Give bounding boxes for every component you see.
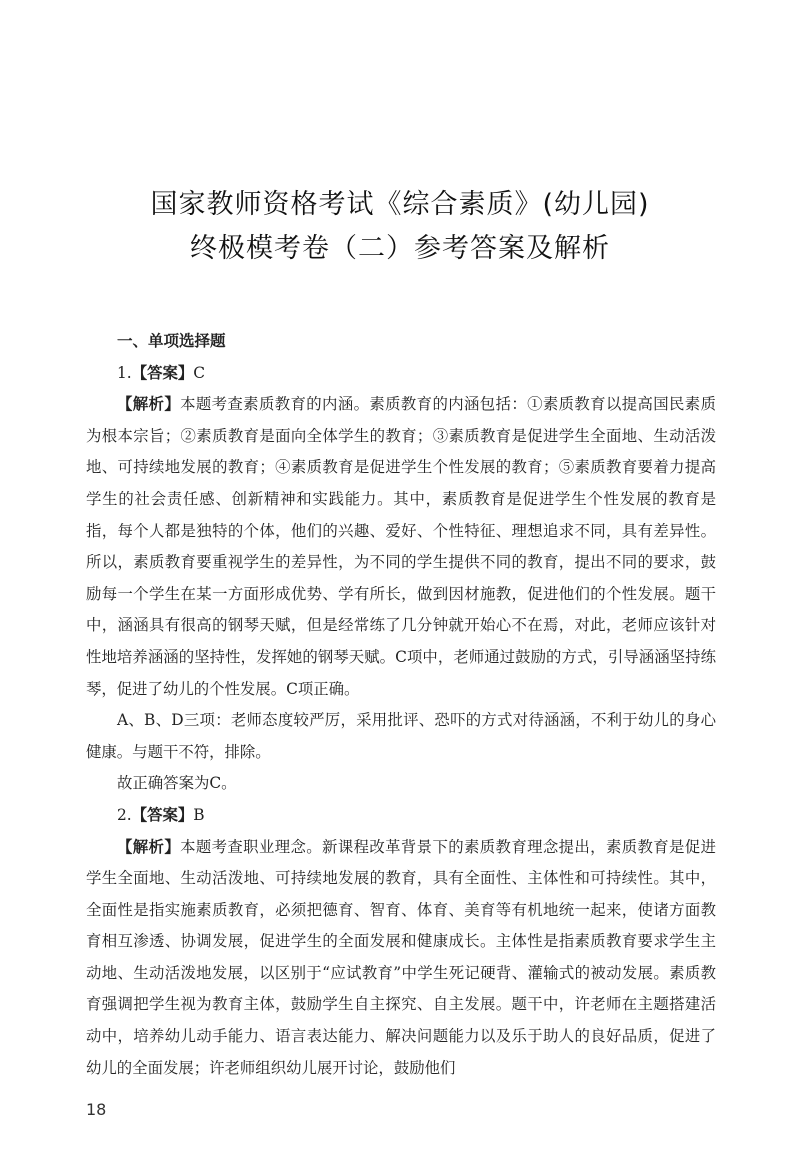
q2-analysis-paragraph — [86, 832, 716, 1085]
section-heading: 一、单项选择题 — [117, 332, 226, 350]
document-title-line-1: 国家教师资格考试《综合素质》(幼儿园) — [150, 189, 650, 220]
q2-analysis-label: 【解析】 — [117, 837, 181, 856]
document-body — [86, 326, 716, 1084]
q2-answer-label: 【答案】 — [131, 805, 194, 824]
q1-paragraph-2: A、B、D三项：老师态度较严厉，采用批评、恐吓的方式对待涵涵，不利于幼儿的身心健康。与题干不符，排除。 — [86, 711, 716, 761]
q1-answer-label: 【答案】 — [131, 363, 194, 382]
q1-analysis-label: 【解析】 — [117, 395, 181, 414]
q1-paragraph-3: 故正确答案为C。 — [117, 774, 237, 793]
q1-number: 1. — [117, 363, 132, 382]
q1-answer-value: C — [193, 363, 206, 382]
q2-answer-line — [86, 800, 716, 832]
q1-analysis-text: 本题考查素质教育的内涵。素质教育的内涵包括：①素质教育以提高国民素质为根本宗旨；②素质教育是面向全体学生的教育；③素质教育是促进学生全面地、生动活泼地、可持续地发展的教育；④素质教育是促进学生个性发展的教育；⑤素质教育要着力提高学生的社会责任感、创新精神和实践能力。其中，素质教育是促进学生个性发展的教育是指，每个人都是独特的个体，他们的兴趣、爱好、个性特征、理想追求不同，具有差异性。所以，素质教育要重视学生的差异性，为不同的学生提供不同的教育，提出不同的要求，鼓励每一个学生在某一方面形成优势、学有所长，做到因材施教，促进他们的个性发展。题干中，涵涵具有很高的钢琴天赋，但是经常练了几分钟就开始心不在焉，对此，老师应该针对性地培养涵涵的坚持性，发挥她的钢琴天赋。C项中，老师通过鼓励的方式，引导涵涵坚持练琴，促进了幼儿的个性发展。C项正确。 — [86, 395, 716, 698]
q2-answer-value: B — [193, 805, 205, 824]
document-title-line-2: 终极模考卷（二）参考答案及解析 — [190, 233, 610, 264]
page-number: 18 — [86, 1100, 107, 1119]
q1-answer-line — [86, 358, 716, 390]
q1-analysis-paragraph — [86, 389, 716, 705]
q2-analysis-text: 本题考查职业理念。新课程改革背景下的素质教育理念提出，素质教育是促进学生全面地、生动活泼地、可持续地发展的教育，具有全面性、主体性和可持续性。其中，全面性是指实施素质教育，必须把德育、智育、体育、美育等有机地统一起来，使诸方面教育相互渗透、协调发展，促进学生的全面发展和健康成长。主体性是指素质教育要求学生主动地、生动活泼地发展，以区别于“应试教育”中学生死记硬背、灌输式的被动发展。素质教育强调把学生视为教育主体，鼓励学生自主探究、自主发展。题干中，许老师在主题搭建活动中，培养幼儿动手能力、语言表达能力、解决问题能力以及乐于助人的良好品质，促进了幼儿的全面发展；许老师组织幼儿展开讨论，鼓励他们 — [86, 837, 716, 1077]
q2-number: 2. — [117, 805, 132, 824]
